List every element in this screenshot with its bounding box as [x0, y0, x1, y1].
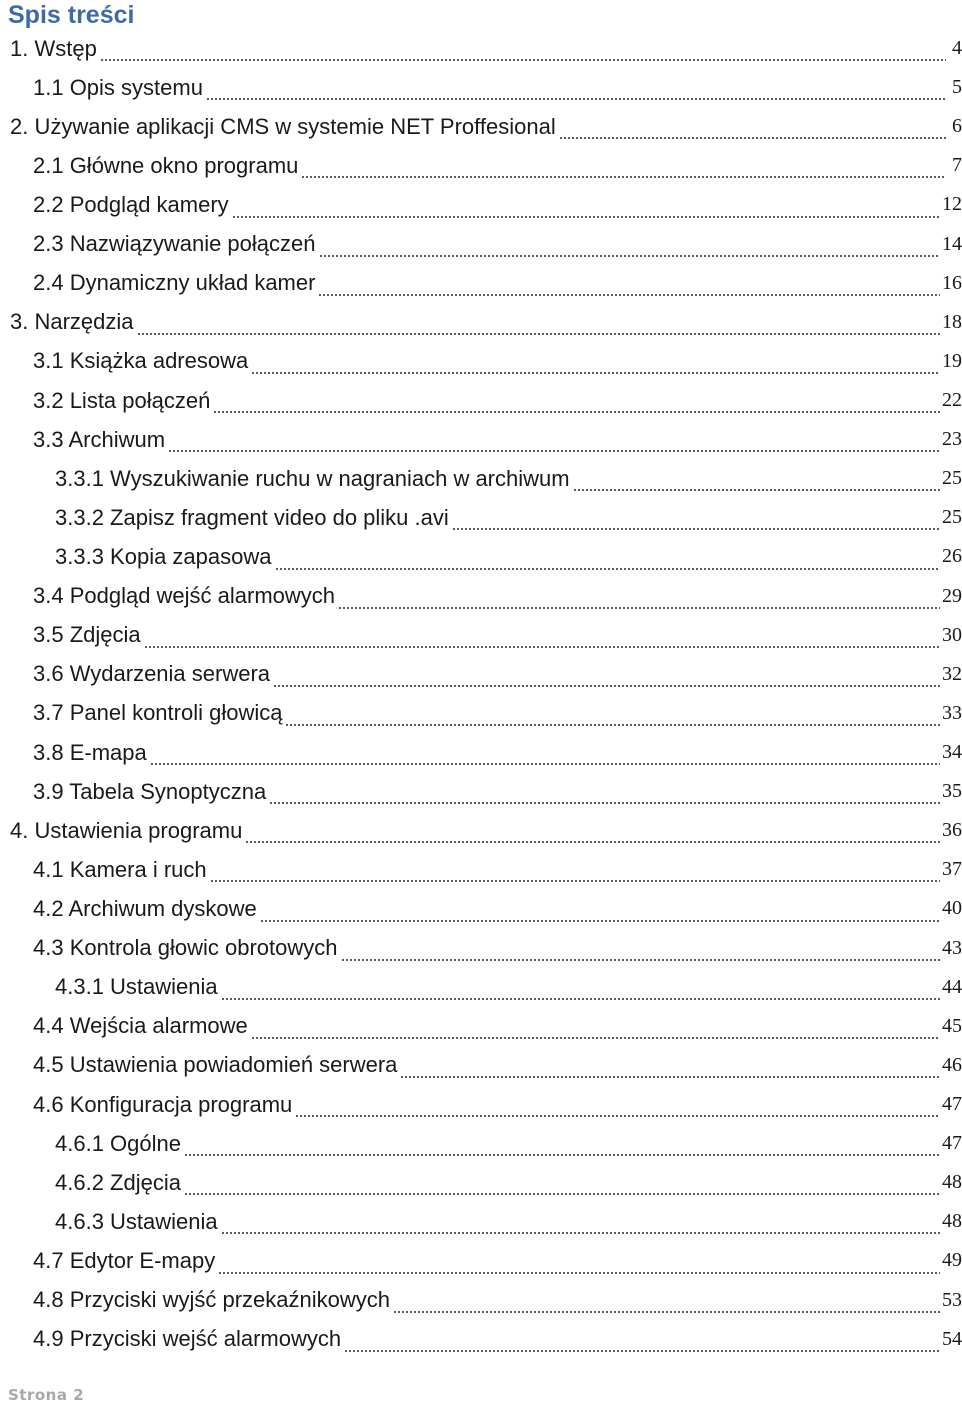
dot-leader: [295, 1100, 940, 1122]
toc-entry-page-number[interactable]: 40: [942, 897, 962, 920]
toc-entry[interactable]: [0, 1007, 962, 1046]
dot-leader: [232, 201, 940, 223]
toc-entry-label[interactable]: 4.6.1 Ogólne: [55, 1130, 181, 1156]
toc-entry-page-number[interactable]: 48: [942, 1210, 962, 1233]
toc-entry-page-number[interactable]: 12: [942, 193, 962, 216]
dot-leader: [168, 435, 940, 457]
toc-entry-page-number[interactable]: 7: [952, 154, 962, 177]
toc-entry-page-number[interactable]: 49: [942, 1249, 962, 1272]
dot-leader: [301, 161, 946, 183]
dot-leader: [273, 670, 940, 692]
toc-entry[interactable]: [0, 929, 962, 968]
toc-entry[interactable]: [0, 850, 962, 889]
toc-entry-label[interactable]: 4.9 Przyciski wejść alarmowych: [33, 1326, 342, 1352]
toc-entry[interactable]: [0, 420, 962, 459]
toc-entry-page-number[interactable]: 46: [942, 1053, 962, 1076]
toc-entry-page-number[interactable]: 30: [942, 623, 962, 646]
toc-entry-label[interactable]: 4.6.3 Ustawienia: [55, 1208, 218, 1234]
toc-entry[interactable]: [0, 1085, 962, 1124]
dot-leader: [285, 709, 940, 731]
toc-entry-label[interactable]: 4.7 Edytor E-mapy: [33, 1247, 216, 1273]
toc-entry-label[interactable]: 3. Narzędzia: [10, 309, 134, 335]
toc-entry-label[interactable]: 4.4 Wejścia alarmowe: [33, 1013, 248, 1039]
toc-entry[interactable]: [0, 146, 962, 185]
toc-entry-page-number[interactable]: 34: [942, 741, 962, 764]
toc-entry-label[interactable]: 3.6 Wydarzenia serwera: [33, 661, 271, 687]
dot-leader: [137, 318, 940, 340]
toc-entry-label[interactable]: 4.5 Ustawienia powiadomień serwera: [33, 1052, 398, 1078]
toc-entry-label[interactable]: 3.2 Lista połączeń: [33, 387, 211, 413]
toc-entry[interactable]: [0, 655, 962, 694]
toc-entry-label[interactable]: 3.9 Tabela Synoptyczna: [33, 778, 267, 804]
toc-entry-page-number[interactable]: 14: [942, 232, 962, 255]
dot-leader: [393, 1296, 940, 1318]
dot-leader: [210, 865, 940, 887]
toc-entry[interactable]: [0, 1163, 962, 1202]
toc-entry-label[interactable]: 2.3 Nazwiązywanie połączeń: [33, 231, 316, 257]
toc-entry-label[interactable]: 4.6 Konfiguracja programu: [33, 1091, 293, 1117]
toc-entry-page-number[interactable]: 23: [942, 428, 962, 451]
toc-title: Spis treści: [8, 1, 135, 29]
dot-leader: [344, 1335, 940, 1357]
toc-entry-label[interactable]: 4.6.2 Zdjęcia: [55, 1169, 181, 1195]
dot-leader: [452, 513, 940, 535]
dot-leader: [144, 631, 940, 653]
toc-entry-page-number[interactable]: 45: [942, 1014, 962, 1037]
dot-leader: [251, 357, 940, 379]
dot-leader: [319, 240, 941, 262]
toc-entry-page-number[interactable]: 19: [942, 349, 962, 372]
toc-entry[interactable]: [0, 498, 962, 537]
dot-leader: [275, 553, 941, 575]
dot-leader: [559, 122, 946, 144]
dot-leader: [100, 44, 946, 66]
dot-leader: [218, 1257, 940, 1279]
toc-entry-page-number[interactable]: 44: [942, 975, 962, 998]
toc-entry[interactable]: [0, 968, 962, 1007]
dot-leader: [400, 1061, 940, 1083]
dot-leader: [260, 905, 940, 927]
toc-entry[interactable]: [0, 107, 962, 146]
toc-entry[interactable]: [0, 1320, 962, 1359]
toc-entry-label[interactable]: 4.3 Kontrola głowic obrotowych: [33, 935, 338, 961]
toc-entry-page-number[interactable]: 53: [942, 1288, 962, 1311]
toc-entry-page-number[interactable]: 43: [942, 936, 962, 959]
toc-entry-page-number[interactable]: 32: [942, 662, 962, 685]
toc-list: [0, 29, 962, 1359]
dot-leader: [251, 1022, 940, 1044]
toc-entry-label[interactable]: 3.7 Panel kontroli głowicą: [33, 700, 283, 726]
toc-entry-page-number[interactable]: 5: [952, 76, 962, 99]
toc-entry-page-number[interactable]: 48: [942, 1171, 962, 1194]
dot-leader: [341, 944, 941, 966]
toc-entry-page-number[interactable]: 25: [942, 467, 962, 490]
dot-leader: [221, 983, 940, 1005]
toc-entry[interactable]: [0, 381, 962, 420]
toc-entry-label[interactable]: 3.3.2 Zapisz fragment video do pliku .avi: [55, 504, 449, 530]
dot-leader: [150, 748, 940, 770]
toc-entry[interactable]: [0, 733, 962, 772]
toc-entry-page-number[interactable]: 6: [952, 115, 962, 138]
toc-entry-label[interactable]: 2. Używanie aplikacji CMS w systemie NET Proffesional: [10, 113, 556, 139]
dot-leader: [245, 826, 940, 848]
toc-entry-label[interactable]: 4.2 Archiwum dyskowe: [33, 895, 257, 921]
toc-entry-label[interactable]: 3.1 Książka adresowa: [33, 348, 249, 374]
toc-entry-label[interactable]: 1.1 Opis systemu: [33, 74, 203, 100]
toc-entry[interactable]: [0, 185, 962, 224]
toc-entry[interactable]: [0, 616, 962, 655]
dot-leader: [221, 1217, 940, 1239]
toc-entry[interactable]: [0, 1124, 962, 1163]
toc-entry-page-number[interactable]: 25: [942, 506, 962, 529]
toc-entry[interactable]: [0, 225, 962, 264]
dot-leader: [184, 1139, 940, 1161]
toc-entry-label[interactable]: 4. Ustawienia programu: [10, 817, 243, 843]
toc-entry-page-number[interactable]: 35: [942, 780, 962, 803]
toc-entry-label[interactable]: 3.3.1 Wyszukiwanie ruchu w nagraniach w archiwum: [55, 465, 570, 491]
toc-entry-page-number[interactable]: 26: [942, 545, 962, 568]
toc-entry[interactable]: [0, 537, 962, 576]
toc-entry-label[interactable]: 2.1 Główne okno programu: [33, 152, 299, 178]
toc-entry[interactable]: [0, 264, 962, 303]
toc-entry[interactable]: [0, 459, 962, 498]
toc-entry-label[interactable]: 4.1 Kamera i ruch: [33, 856, 207, 882]
toc-entry-page-number[interactable]: 33: [942, 701, 962, 724]
dot-leader: [318, 279, 940, 301]
dot-leader: [184, 1178, 940, 1200]
toc-entry[interactable]: [0, 29, 962, 68]
toc-entry[interactable]: [0, 694, 962, 733]
toc-entry-page-number[interactable]: 37: [942, 858, 962, 881]
dot-leader: [269, 787, 940, 809]
toc-entry-page-number[interactable]: 29: [942, 584, 962, 607]
toc-entry[interactable]: [0, 342, 962, 381]
toc-entry-label[interactable]: 3.8 E-mapa: [33, 739, 147, 765]
toc-entry-page-number[interactable]: 47: [942, 1132, 962, 1155]
toc-entry-label[interactable]: 3.5 Zdjęcia: [33, 622, 141, 648]
toc-entry[interactable]: [0, 1241, 962, 1280]
toc-entry[interactable]: [0, 303, 962, 342]
toc-entry[interactable]: [0, 1202, 962, 1241]
toc-entry-label[interactable]: 2.4 Dynamiczny układ kamer: [33, 270, 316, 296]
toc-entry[interactable]: [0, 68, 962, 107]
toc-entry-page-number[interactable]: 54: [942, 1327, 962, 1350]
toc-entry-label[interactable]: 3.3 Archiwum: [33, 426, 166, 452]
toc-entry-page-number[interactable]: 16: [942, 271, 962, 294]
toc-entry-label[interactable]: 3.3.3 Kopia zapasowa: [55, 543, 272, 569]
dot-leader: [213, 396, 940, 418]
toc-entry[interactable]: [0, 577, 962, 616]
dot-leader: [206, 83, 946, 105]
toc-entry[interactable]: [0, 889, 962, 928]
toc-entry[interactable]: [0, 772, 962, 811]
toc-entry[interactable]: [0, 1281, 962, 1320]
dot-leader: [573, 474, 940, 496]
toc-entry-label[interactable]: 2.2 Podgląd kamery: [33, 191, 229, 217]
toc-entry-page-number[interactable]: 4: [952, 37, 962, 60]
toc-entry[interactable]: [0, 811, 962, 850]
toc-entry-page-number[interactable]: 47: [942, 1093, 962, 1115]
toc-entry[interactable]: [0, 1046, 962, 1085]
toc-entry-label[interactable]: 1. Wstęp: [10, 35, 97, 61]
toc-entry-page-number[interactable]: 18: [942, 310, 962, 333]
toc-entry-label[interactable]: 4.8 Przyciski wyjść przekaźnikowych: [33, 1287, 390, 1313]
toc-entry-page-number[interactable]: 36: [942, 819, 962, 842]
page-footer: Strona 2: [8, 1386, 85, 1404]
toc-entry-label[interactable]: 3.4 Podgląd wejść alarmowych: [33, 583, 336, 609]
toc-entry-page-number[interactable]: 22: [942, 389, 962, 412]
toc-entry-label[interactable]: 4.3.1 Ustawienia: [55, 974, 218, 1000]
dot-leader: [338, 592, 940, 614]
